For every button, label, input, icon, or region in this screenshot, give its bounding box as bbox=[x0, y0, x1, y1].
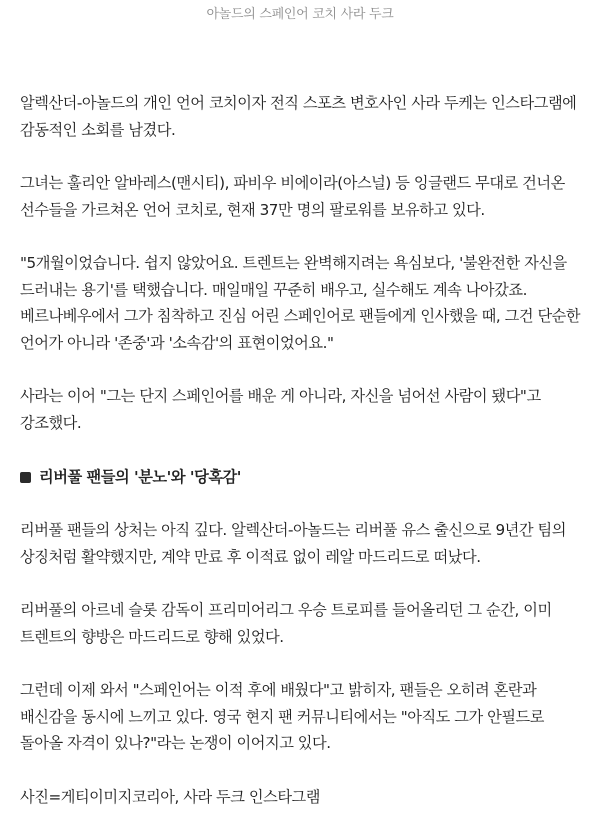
photo-caption: 아놀드의 스페인어 코치 사라 두크 bbox=[206, 7, 394, 22]
subheading-text: 리버풀 팬들의 '분노'와 '당혹감' bbox=[39, 468, 241, 486]
square-bullet-icon bbox=[20, 472, 31, 483]
article-paragraph: 그녀는 훌리안 알바레스(맨시티), 파비우 비에이라(아스널) 등 잉글랜드 무대로 건너온 선수들을 가르쳐온 언어 코치로, 현재 37만 명의 팔로워를 보유하고 있다. bbox=[20, 174, 565, 219]
article-paragraph: 리버풀의 아르네 슬롯 감독이 프리미어리그 우승 트로피를 들어올리던 그 순간, 이미 트렌트의 향방은 마드리드로 향해 있었다. bbox=[20, 601, 552, 646]
article-paragraph: 알렉산더-아놀드의 개인 언어 코치이자 전직 스포츠 변호사인 사라 두케는 인스타그램에 감동적인 소회를 남겼다. bbox=[20, 94, 577, 139]
article-body bbox=[20, 90, 584, 810]
article-paragraph: "5개월이었습니다. 쉽지 않았어요. 트렌트는 완벽해지려는 욕심보다, '불완전한 자신을 드러내는 용기'를 택했습니다. 매일매일 꾸준히 배우고, 실수해도 계속 나아갔죠. 베르나베우에서 그가 침착하고 진심 어린 스페인어로 팬들에게 인사했을 때, 그건 단순한 언어가 아니라 '존중'과 '소속감'의 표현이었어요." bbox=[20, 254, 581, 352]
article-paragraph: 그런데 이제 와서 "스페인어는 이적 후에 배웠다"고 밝히자, 팬들은 오히려 혼란과 배신감을 동시에 느끼고 있다. 영국 현지 팬 커뮤니티에서는 "아직도 그가 안필드로 돌아올 자격이 있나?"라는 논쟁이 이어지고 있다. bbox=[20, 681, 544, 752]
article-paragraph: 사라는 이어 "그는 단지 스페인어를 배운 게 아니라, 자신을 넘어선 사람이 됐다"고 강조했다. bbox=[20, 387, 541, 432]
section-subheading bbox=[20, 464, 584, 490]
article-paragraph: 리버풀 팬들의 상처는 아직 깊다. 알렉산더-아놀드는 리버풀 유스 출신으로 9년간 팀의 상징처럼 활약했지만, 계약 만료 후 이적료 없이 레알 마드리드로 떠났다. bbox=[20, 521, 566, 566]
photo-credit: 사진=게티이미지코리아, 사라 두크 인스타그램 bbox=[20, 787, 320, 806]
